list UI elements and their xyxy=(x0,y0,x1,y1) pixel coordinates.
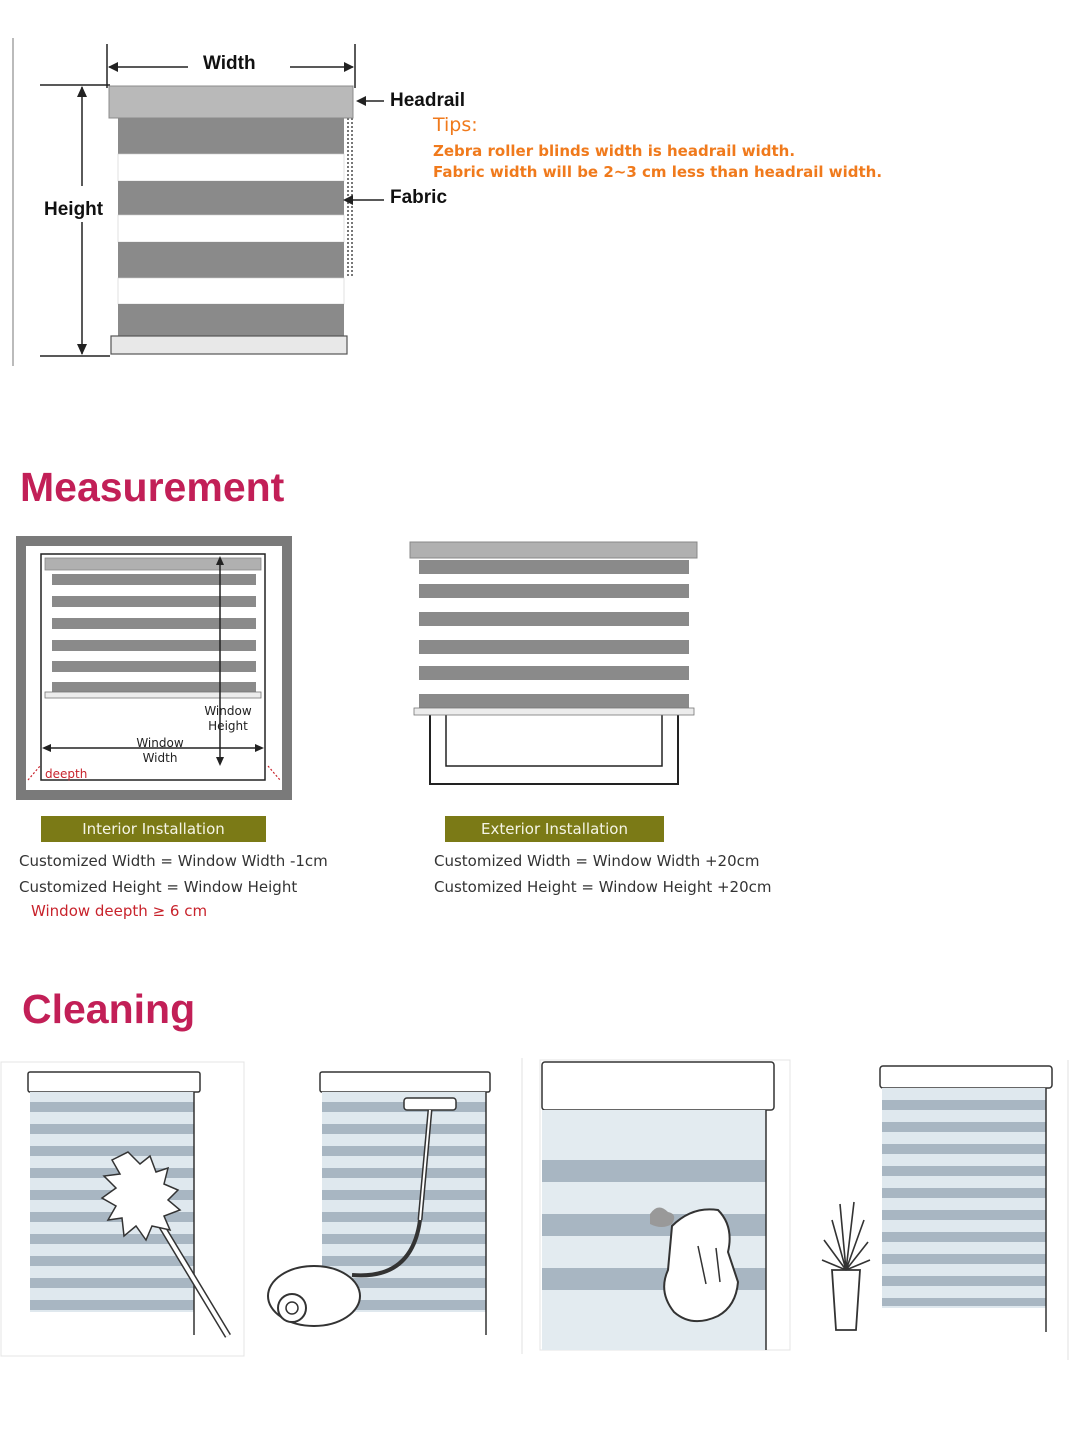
tip-line: Fabric width will be 2~3 cm less than headrail width. xyxy=(433,163,883,181)
exterior-height-formula: Customized Height = Window Height +20cm xyxy=(434,878,772,896)
cleaning-title: Cleaning xyxy=(22,986,196,1032)
exterior-width-formula: Customized Width = Window Width +20cm xyxy=(434,852,760,870)
exterior-installation-badge: Exterior Installation xyxy=(445,816,664,842)
interior-installation-badge: Interior Installation xyxy=(41,816,266,842)
width-label: Width xyxy=(203,53,256,74)
measurement-title: Measurement xyxy=(20,464,285,510)
vacuum-icon xyxy=(262,1060,502,1360)
tips-title: Tips: xyxy=(433,114,478,136)
fabric-label: Fabric xyxy=(390,187,448,208)
window-height-label: Window Height xyxy=(204,704,252,733)
exterior-window-drawing xyxy=(406,538,706,798)
cloth-icon xyxy=(522,1056,797,1356)
plant-icon xyxy=(810,1060,1072,1360)
blind-diagram-drawing xyxy=(0,0,1080,380)
window-width-label: Window Width xyxy=(136,736,184,765)
interior-width-formula: Customized Width = Window Width -1cm xyxy=(19,852,328,870)
window-depth-note: Window deepth ≥ 6 cm xyxy=(31,902,208,920)
headrail-label: Headrail xyxy=(390,90,465,111)
height-label: Height xyxy=(44,199,104,220)
depth-label: deepth xyxy=(45,767,88,781)
interior-height-formula: Customized Height = Window Height xyxy=(19,878,298,896)
tip-line: Zebra roller blinds width is headrail width. xyxy=(433,142,796,160)
duster-icon xyxy=(0,1060,250,1360)
